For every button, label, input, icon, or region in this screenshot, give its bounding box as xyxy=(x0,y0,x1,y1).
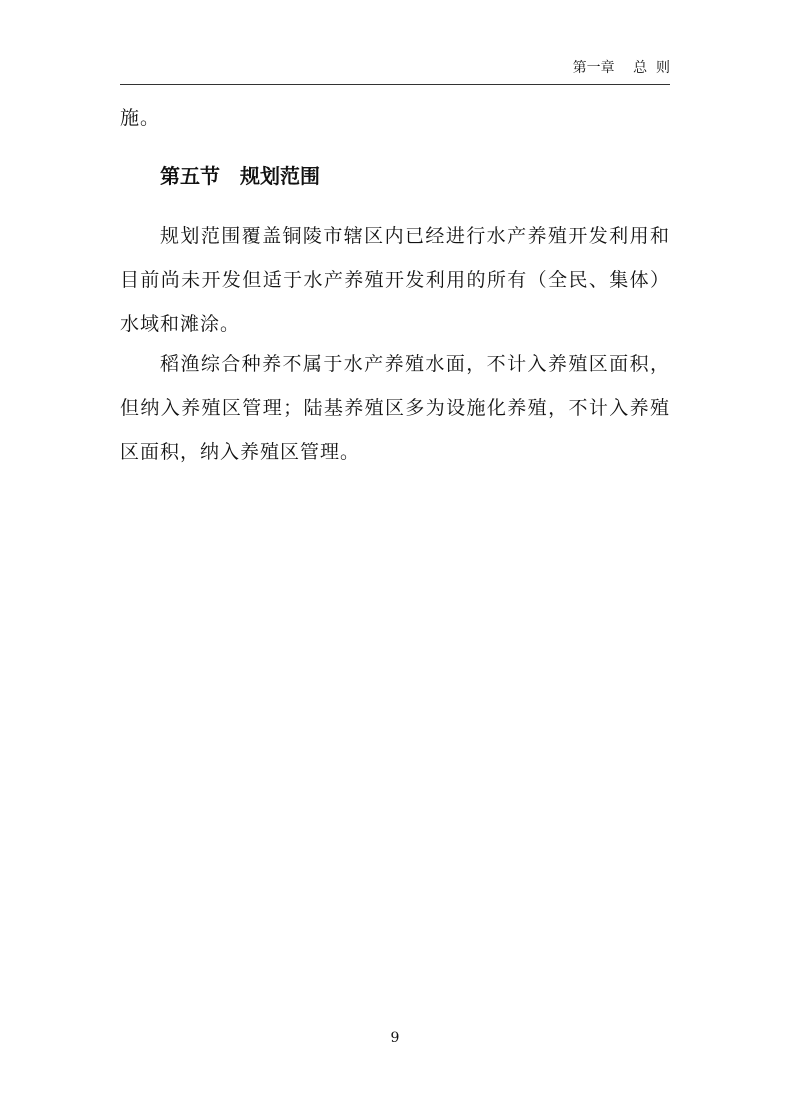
paragraph-planning-scope: 规划范围覆盖铜陵市辖区内已经进行水产养殖开发利用和目前尚未开发但适于水产养殖开发利用的所有（全民、集体）水域和滩涂。 xyxy=(120,225,670,335)
header-rule xyxy=(120,84,670,85)
running-header: 第一章 总 则 xyxy=(572,60,670,76)
page-number: 9 xyxy=(390,1030,400,1046)
section-heading: 第五节 规划范围 xyxy=(160,164,320,188)
continuation-text: 施。 xyxy=(120,107,161,129)
paragraph-rice-fish-farming: 稻渔综合种养不属于水产养殖水面，不计入养殖区面积，但纳入养殖区管理；陆基养殖区多为设施化养殖，不计入养殖区面积，纳入养殖区管理。 xyxy=(120,353,670,463)
